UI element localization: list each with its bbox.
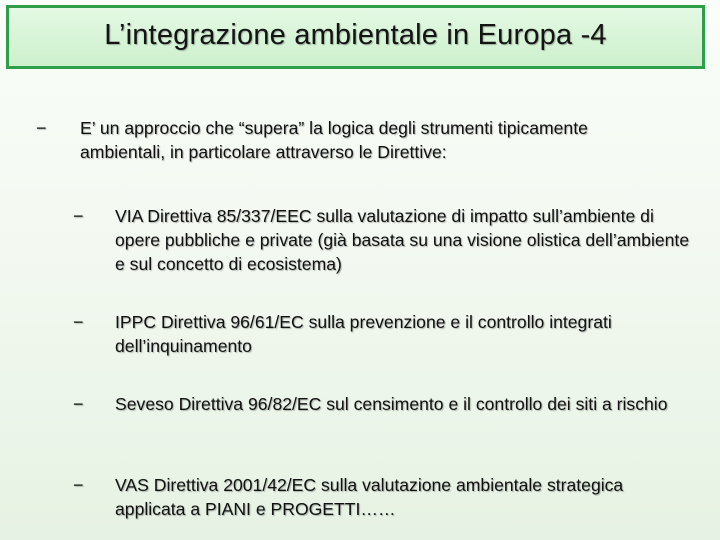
bullet-dash: −: [36, 118, 47, 138]
sub-point-text: VAS Direttiva 2001/42/EC sulla valutazione ambientale strategica applicata a PIANI e PROGETTI……: [115, 475, 624, 519]
title-box: [6, 5, 705, 69]
bullet-dash: −: [73, 475, 84, 495]
sub-point-text: Seveso Direttiva 96/82/EC sul censimento e il controllo dei siti a rischio: [115, 394, 668, 414]
sub-bullet-via: [73, 204, 693, 276]
bullet-dash: −: [73, 394, 84, 414]
main-bullet: [36, 116, 676, 164]
sub-bullet-vas: [73, 473, 693, 521]
sub-bullet-ippc: [73, 310, 693, 358]
sub-point-text: VIA Direttiva 85/337/EEC sulla valutazione di impatto sull’ambiente di opere pubbliche e private (già basata su una visione olistica dell’ambiente e sul concetto di ecosistema): [115, 206, 690, 274]
sub-point-text: IPPC Direttiva 96/61/EC sulla prevenzione e il controllo integrati dell’inquinamento: [115, 312, 612, 356]
bullet-dash: −: [73, 312, 84, 332]
slide-title: L’integrazione ambientale in Europa -4: [104, 18, 607, 51]
bullet-dash: −: [73, 206, 84, 226]
sub-bullet-seveso: [73, 392, 693, 416]
main-point-text: E’ un approccio che “supera” la logica degli strumenti tipicamente ambientali, in particolare attraverso le Direttive:: [80, 118, 588, 162]
